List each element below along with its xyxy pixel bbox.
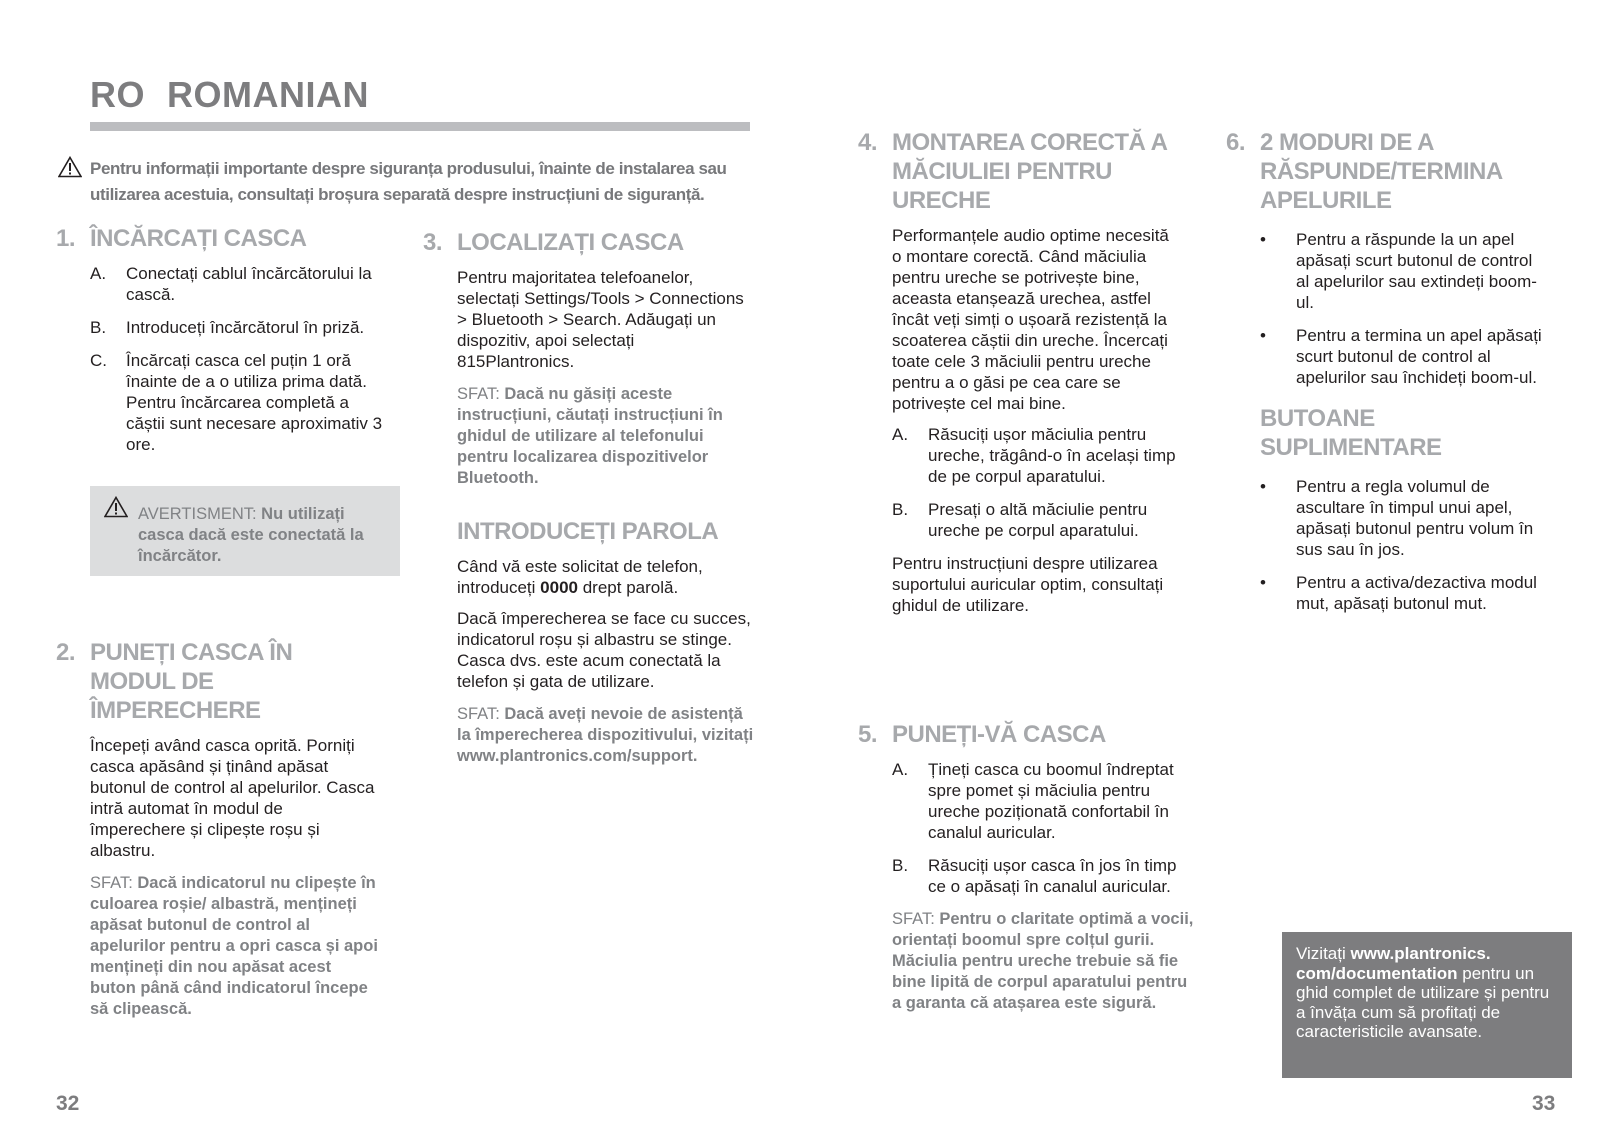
safety-note-text: Pentru informații importante despre siguranța produsului, înainte de instalarea sau utilizarea acestuia, consultați broșura separată despre instrucțiuni de siguranță. [90,159,727,204]
step-marker: B. [90,318,107,337]
tip-text [457,384,755,489]
step-text: Răsuciți ușor măciulia pentru ureche, trăgând-o în același timp de pe corpul aparatului. [928,425,1176,486]
warning-body: Nu utilizați casca dacă este conectată la încărcător. [138,505,364,565]
tip-label: SFAT: [457,705,505,723]
section-eartip-fit [858,128,1182,616]
bullet-text: Pentru a răspunde la un apel apăsați scurt butonul de control al apelurilor sau extindeți boom-ul. [1296,230,1537,312]
section-title: ÎNCĂRCAȚI CASCA [90,225,307,252]
tip-body: Dacă aveți nevoie de asistență la împerecherea dispozitivului, vizitați www.plantronics.com/support. [457,705,754,765]
safety-note [58,156,758,208]
section-title: MONTAREA CORECTĂ A MĂCIULIEI PENTRU URECHE [892,129,1167,214]
section-locate [423,228,755,767]
section-number: 6. [1226,129,1246,156]
page-title [90,74,369,116]
step-text: Presați o altă măciulie pentru ureche pe corpul aparatului. [928,500,1148,540]
section-wear-headset [858,720,1194,1014]
section-body: Începeți având casca oprită. Porniți casca apăsând și ținând apăsat butonul de control al apelurilor. Casca intră automat în modul de împerechere și clipește roșu și albastru. [90,736,375,860]
tip-body: Pentru o claritate optimă a vocii, orientați boomul spre colțul gurii. Măciulia pentru ureche trebuie să fie bine lipită de corpul aparatului pentru a garanta că atașarea este sigură. [892,910,1194,1012]
bullet-list [1260,229,1550,388]
list-item [892,759,1194,843]
section-body: Performanțele audio optime necesită o montare corectă. Când măciulia pentru ureche se potrivește bine, aceasta etanșează urechea, astfel încât veți simți o ușoară rezistență la scoaterea căștii din ureche. Încercați toate cele 3 măciulii pentru ureche pentru a o găsi pe cea care se potrivește cel mai bine. [892,226,1169,413]
step-marker: A. [892,760,909,779]
bullet-marker: • [1260,230,1266,249]
title-rule [90,122,750,131]
section-title: PUNEȚI-VĂ CASCA [892,721,1106,748]
step-marker: B. [892,856,909,875]
list-item [1260,229,1550,313]
step-text: Răsuciți ușor casca în jos în timp ce o apăsați în canalul auricular. [928,856,1177,896]
section-heading [423,228,755,257]
step-marker: A. [892,425,909,444]
step-marker: A. [90,264,107,283]
tip-label: SFAT: [457,385,505,403]
tip-text [90,873,380,1020]
list-item [90,263,390,305]
bullet-marker: • [1260,477,1266,496]
list-item [892,499,1182,541]
bullet-marker: • [1260,326,1266,345]
step-marker: C. [90,351,107,370]
section-number: 4. [858,129,878,156]
page-number-left: 32 [56,1092,80,1115]
list-item [1260,325,1550,388]
passcode-after: drept parolă. [578,578,679,597]
passcode-value: 0000 [540,578,578,597]
promo-post: pentru un ghid complet de utilizare și pentru a învăța cum să profitați de caracteristicile avansate. [1296,963,1550,1041]
step-list [892,424,1182,541]
tip-label: SFAT: [90,874,138,892]
promo-pre: Vizitați [1296,944,1351,963]
section-title: PUNEȚI CASCA ÎN MODUL DE ÎMPERECHERE [90,639,293,724]
section-title: 2 MODURI DE A RĂSPUNDE/TERMINA APELURILE [1260,129,1502,214]
subsection-title: BUTOANE SUPLIMENTARE [1260,405,1442,461]
step-text: Conectați cablul încărcătorului la cască. [126,264,372,304]
language-code: RO [90,74,145,115]
bullet-text: Pentru a activa/dezactiva modul mut, apăsați butonul mut. [1296,573,1537,613]
section-number: 2. [56,639,76,666]
section-number: 3. [423,229,443,256]
bullet-list [1260,476,1550,614]
list-item [892,855,1194,897]
section-pairing-mode [56,638,380,1020]
warning-text [138,504,388,567]
section-number: 1. [56,225,76,252]
bullet-text: Pentru a regla volumul de ascultare în timpul unui apel, apăsați butonul pentru volum în sus sau în jos. [1296,477,1534,559]
passcode-text [457,556,755,598]
pairing-result-text: Dacă împerecherea se face cu succes, indicatorul roșu și albastru se stinge. Casca dvs. este acum conectată la telefon și gata de utilizare. [457,609,751,691]
section-answer-end-calls [1226,128,1550,626]
step-text: Introduceți încărcătorul în priză. [126,318,365,337]
tip-body: Dacă nu găsiți aceste instrucțiuni, căutați instrucțiuni în ghidul de utilizare al telefonului pentru localizarea dispozitivelor Bluetooth. [457,385,723,487]
tip-label: SFAT: [892,910,940,928]
section-heading [858,128,1182,215]
documentation-promo-box [1282,932,1572,1078]
list-item [90,350,390,455]
tip-text [892,909,1194,1014]
step-list [90,263,390,455]
documentation-link[interactable]: www.plantronics. com/documentation [1296,944,1491,983]
step-text: Încărcați casca cel puțin 1 oră înainte de a o utiliza prima dată. Pentru încărcarea completă a căștii sunt necesare aproximativ 3 ore. [126,351,383,454]
passcode-before: Când vă este solicitat de telefon, introduceți [457,557,703,597]
list-item [1260,476,1550,560]
promo-text [1296,944,1562,1042]
language-name: ROMANIAN [167,74,369,115]
tip-body: Dacă indicatorul nu clipește în culoarea roșie/ albastră, mențineți apăsat butonul de control al apelurilor pentru a opri casca și apoi mențineți din nou apăsat acest buton până când indicatorul începe să clipească. [90,874,378,1018]
step-text: Țineți casca cu boomul îndreptat spre pomet și măciulia pentru ureche poziționată confortabil în canalul auricular. [928,760,1174,842]
section-charge [56,224,390,467]
warning-triangle-icon [104,496,128,518]
step-list [892,759,1194,897]
step-marker: B. [892,500,909,519]
section-body: Pentru majoritatea telefoanelor, selectați Settings/Tools > Connections > Bluetooth > Search. Adăugați un dispozitiv, apoi selectați 815Plantronics. [457,268,744,371]
subsection-title: INTRODUCEȚI PAROLA [457,518,719,545]
warning-label: AVERTISMENT: [138,505,262,523]
section-heading [56,224,390,253]
page-number-right: 33 [1532,1092,1556,1115]
section-heading [858,720,1194,749]
section-heading [56,638,380,725]
list-item [90,317,390,338]
warning-triangle-icon [58,156,82,178]
bullet-marker: • [1260,573,1266,592]
section-number: 5. [858,721,878,748]
list-item [1260,572,1550,614]
bullet-text: Pentru a termina un apel apăsați scurt butonul de control al apelurilor sau închideți boom-ul. [1296,326,1542,387]
section-heading [1226,128,1550,215]
tip-text [457,704,755,767]
list-item [892,424,1182,487]
section-footer: Pentru instrucțiuni despre utilizarea suportului auricular optim, consultați ghidul de utilizare. [892,554,1164,615]
section-title: LOCALIZAȚI CASCA [457,229,684,256]
warning-box [90,486,400,576]
